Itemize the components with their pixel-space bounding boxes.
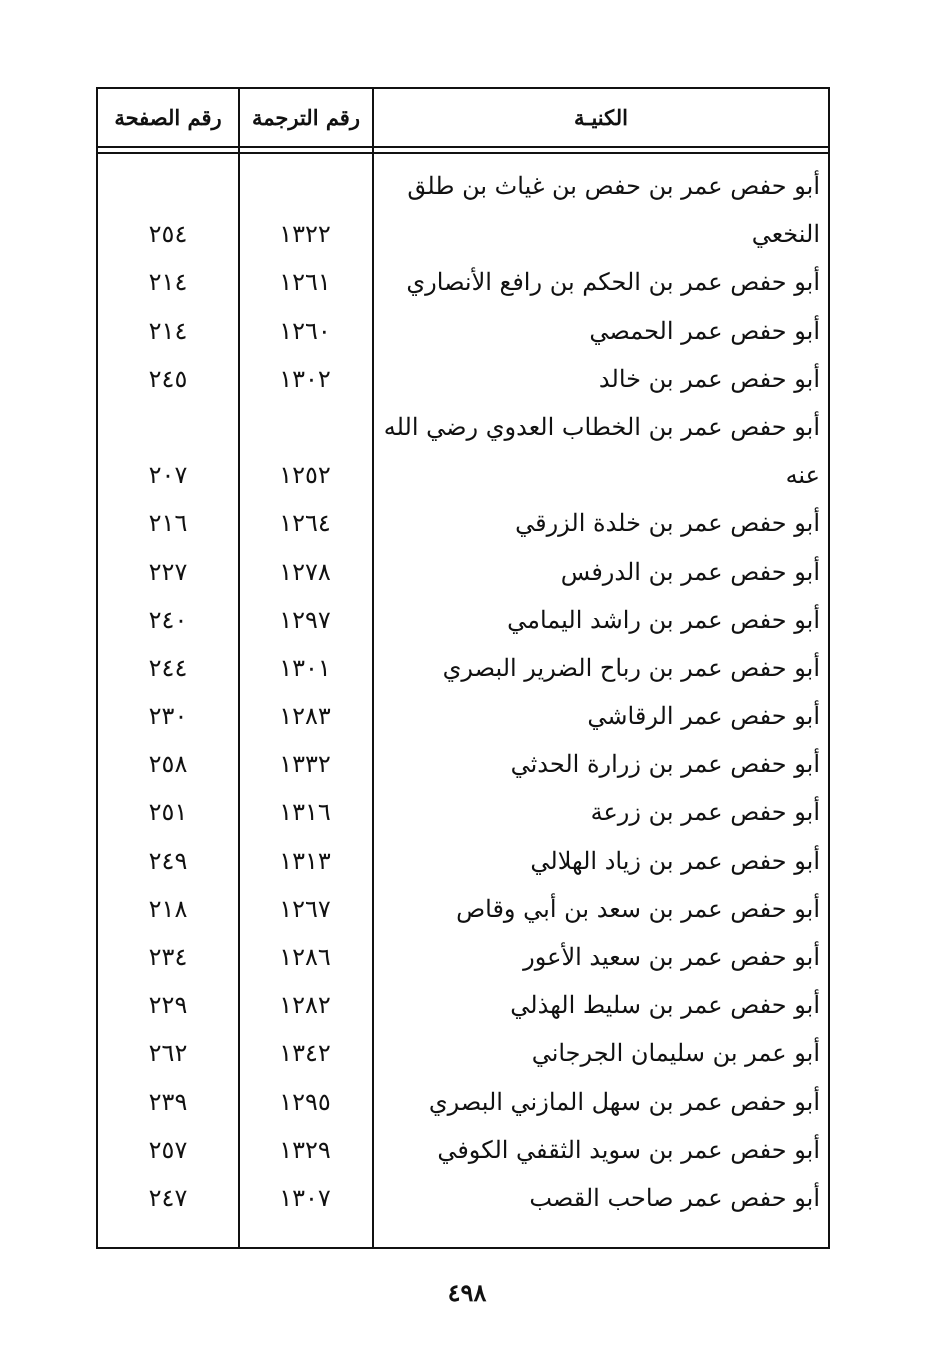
table-row	[98, 644, 828, 692]
kunya-cell: أبو حفص عمر بن سعيد الأعور	[523, 943, 820, 971]
kunya-cell: أبو حفص عمر بن سليط الهذلي	[510, 991, 820, 1020]
translation-number-cell: ١٣١٦	[279, 798, 331, 827]
header-kunya: الكنيـة	[574, 105, 628, 130]
translation-number-cell	[238, 403, 372, 451]
translation-number-cell: ١٣٠٢	[279, 364, 331, 393]
table-row	[98, 307, 828, 355]
translation-number-cell	[238, 162, 372, 210]
translation-number-cell: ١٢٧٨	[279, 557, 331, 586]
page-number-cell: ٢٠٧	[148, 461, 188, 490]
translation-number-cell: ١٢٨٢	[279, 991, 331, 1020]
page-number-cell: ٢٣٤	[148, 943, 188, 971]
translation-number-cell: ١٣٢٢	[279, 220, 331, 249]
page-number-cell: ٢٢٩	[148, 991, 188, 1020]
header-double-rule	[98, 146, 828, 154]
kunya-cell: أبو حفص عمر بن سويد الثقفي الكوفي	[437, 1135, 820, 1164]
kunya-cell: أبو حفص عمر بن زرعة	[590, 798, 820, 827]
translation-number-cell: ١٣٢٩	[279, 1135, 331, 1164]
table-row	[98, 740, 828, 788]
translation-number-cell: ١٢٨٦	[279, 943, 331, 971]
header-page-number: رقم الصفحة	[114, 105, 222, 130]
page-number-cell: ٢٥٧	[148, 1135, 188, 1164]
page-number-cell: ٢٥٤	[148, 220, 188, 249]
page-number-cell: ٢١٤	[148, 268, 188, 297]
kunya-cell: أبو حفص عمر بن سهل المازني البصري	[428, 1087, 820, 1116]
page-number-cell: ٢٦٢	[148, 1039, 188, 1068]
kunya-cell: أبو حفص عمر بن الخطاب العدوي رضي الله	[383, 412, 820, 441]
kunya-cell: أبو حفص عمر الحمصي	[589, 316, 820, 345]
page-number-cell: ٢٣٩	[148, 1087, 188, 1116]
table-row	[98, 933, 828, 981]
table-row	[98, 355, 828, 403]
table-row	[98, 981, 828, 1029]
page-number-cell: ٢٣٠	[148, 702, 188, 731]
kunya-cell: النخعي	[751, 220, 820, 249]
page-number-cell: ٢١٨	[148, 894, 188, 923]
table-row	[98, 837, 828, 885]
translation-number-cell: ١٢٨٣	[279, 702, 331, 731]
table-row	[98, 548, 828, 596]
kunya-cell: أبو حفص عمر بن الحكم بن رافع الأنصاري	[406, 268, 820, 297]
kunya-cell: أبو حفص عمر بن خالد	[598, 364, 820, 393]
page-number-cell: ٢٤٥	[148, 364, 188, 393]
kunya-cell: أبو حفص عمر بن راشد اليمامي	[507, 605, 820, 634]
translation-number-cell: ١٢٦١	[279, 268, 331, 297]
table-row	[98, 451, 828, 499]
kunya-cell: أبو حفص عمر بن حفص بن غياث بن طلق	[407, 172, 820, 200]
table-row	[98, 162, 828, 210]
table-row	[98, 403, 828, 451]
table-row	[98, 596, 828, 644]
kunya-cell: أبو حفص عمر بن الدرفس	[560, 557, 820, 586]
table-row	[98, 1078, 828, 1126]
translation-number-cell: ١٢٩٧	[279, 605, 331, 634]
page-number-cell: ٢٤٧	[148, 1183, 188, 1212]
table-body	[98, 162, 828, 1222]
translation-number-cell: ١٣٠١	[279, 653, 331, 682]
table-row	[98, 788, 828, 836]
kunya-cell: أبو حفص عمر صاحب القصب	[529, 1183, 820, 1212]
page-number-cell: ٢٥٨	[148, 750, 188, 779]
translation-number-cell: ١٢٦٤	[279, 509, 331, 538]
translation-number-cell: ١٢٦٧	[279, 894, 331, 923]
page-number-cell	[98, 162, 238, 210]
page-number-cell: ٢١٤	[148, 316, 188, 345]
page-number-cell: ٢٢٧	[148, 557, 188, 586]
table-row	[98, 692, 828, 740]
translation-number-cell: ١٣١٣	[279, 846, 331, 875]
page-number-cell: ٢٥١	[148, 798, 188, 827]
kunya-cell: أبو حفص عمر بن زرارة الحدثي	[510, 750, 820, 779]
table-row	[98, 210, 828, 258]
table-row	[98, 258, 828, 306]
table-row	[98, 499, 828, 547]
translation-number-cell: ١٣٤٢	[279, 1039, 331, 1068]
page-number: ٤٩٨	[447, 1278, 487, 1307]
translation-number-cell: ١٣٠٧	[279, 1183, 331, 1212]
kunya-cell: عنه	[785, 461, 820, 490]
kunya-cell: أبو حفص عمر بن رباح الضرير البصري	[442, 653, 820, 682]
table-row	[98, 1126, 828, 1174]
translation-number-cell: ١٢٥٢	[279, 461, 331, 490]
page-number-cell	[98, 403, 238, 451]
table-row	[98, 1029, 828, 1077]
page-number-cell: ٢٤٠	[148, 605, 188, 634]
kunya-cell: أبو حفص عمر بن خلدة الزرقي	[515, 509, 820, 538]
page-number-cell: ٢٤٤	[148, 653, 188, 682]
header-translation-number: رقم الترجمة	[251, 105, 360, 130]
table-row	[98, 885, 828, 933]
translation-number-cell: ١٢٦٠	[279, 316, 331, 345]
page-number-cell: ٢١٦	[148, 509, 188, 538]
kunya-cell: أبو حفص عمر الرقاشي	[587, 702, 820, 731]
kunya-cell: أبو حفص عمر بن سعد بن أبي وقاص	[456, 894, 820, 923]
translation-number-cell: ١٣٣٢	[279, 750, 331, 779]
kunya-cell: أبو حفص عمر بن زياد الهلالي	[530, 846, 820, 875]
table-row	[98, 1174, 828, 1222]
kunya-cell: أبو عمر بن سليمان الجرجاني	[531, 1039, 820, 1068]
page-number-cell: ٢٤٩	[148, 846, 188, 875]
translation-number-cell: ١٢٩٥	[279, 1087, 331, 1116]
